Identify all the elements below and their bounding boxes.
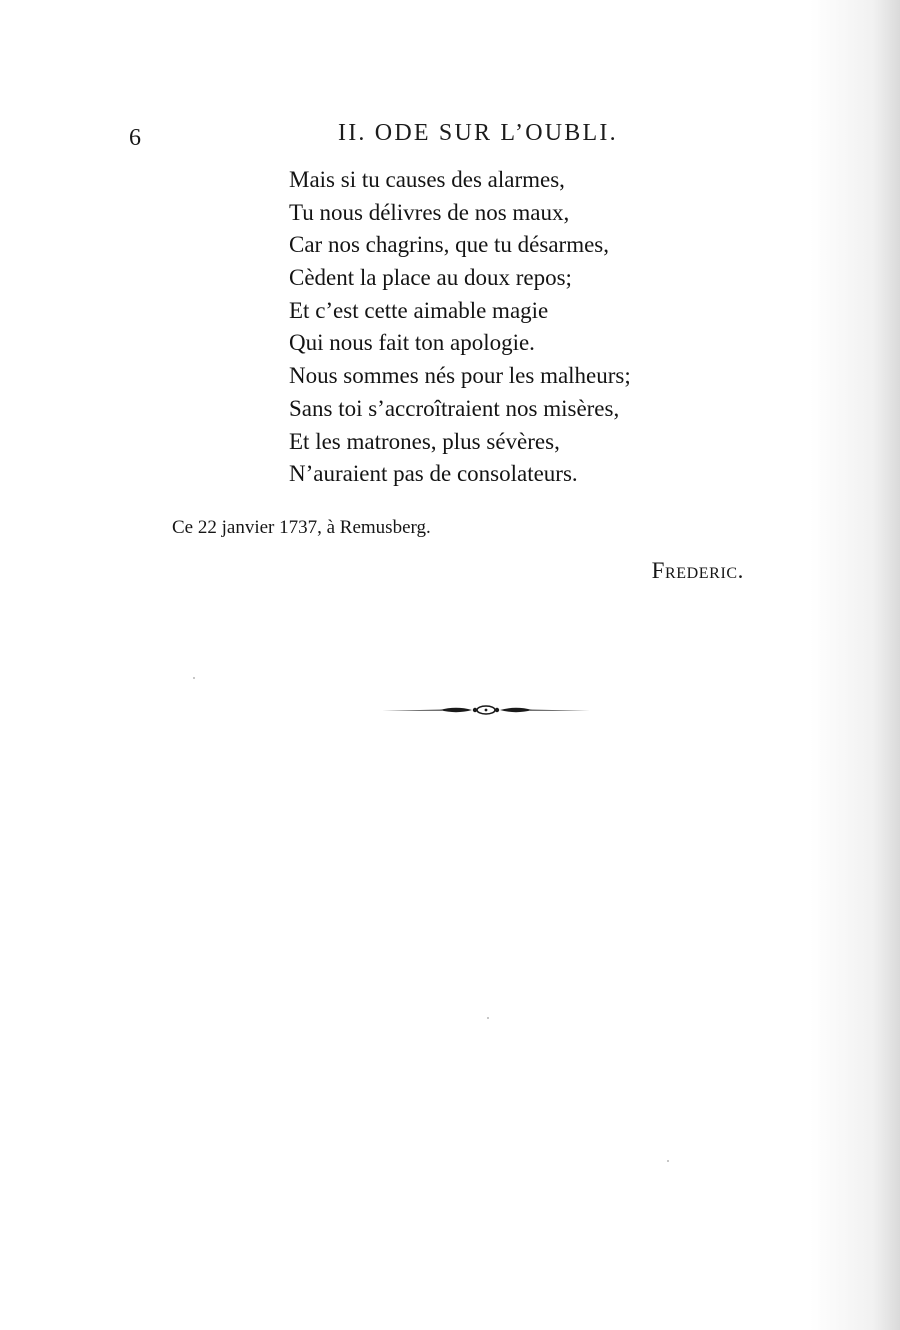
dateline: Ce 22 janvier 1737, à Remusberg. <box>172 517 431 538</box>
poem-line: Mais si tu causes des alarmes, <box>289 167 565 192</box>
running-head: II. ODE SUR L’OUBLI. <box>338 120 618 146</box>
poem-line: Et les matrones, plus sévères, <box>289 428 560 454</box>
page-number: 6 <box>129 125 141 151</box>
page-edge-shadow <box>810 0 900 1330</box>
poem-line: Sans toi s’accroîtraient nos misères, <box>289 395 620 421</box>
poem-line: Et c’est cette aimable magie <box>289 297 549 323</box>
poem-line: N’auraient pas de consolateurs. <box>289 461 578 487</box>
poem-line: Nous sommes nés pour les malheurs; <box>289 363 631 389</box>
author-signature: Frederic. <box>651 558 744 583</box>
poem-stanza <box>289 164 631 491</box>
poem-line: Car nos chagrins, que tu désarmes, <box>289 232 610 258</box>
paper-speck <box>667 1160 669 1162</box>
poem-line: Tu nous délivres de nos maux, <box>289 199 570 225</box>
paper-speck <box>193 677 195 679</box>
poem-line: Cèdent la place au doux repos; <box>289 265 572 291</box>
paper-speck <box>487 1017 489 1019</box>
fleuron-rule-icon <box>382 702 590 718</box>
poem-line: Qui nous fait ton apologie. <box>289 330 535 356</box>
